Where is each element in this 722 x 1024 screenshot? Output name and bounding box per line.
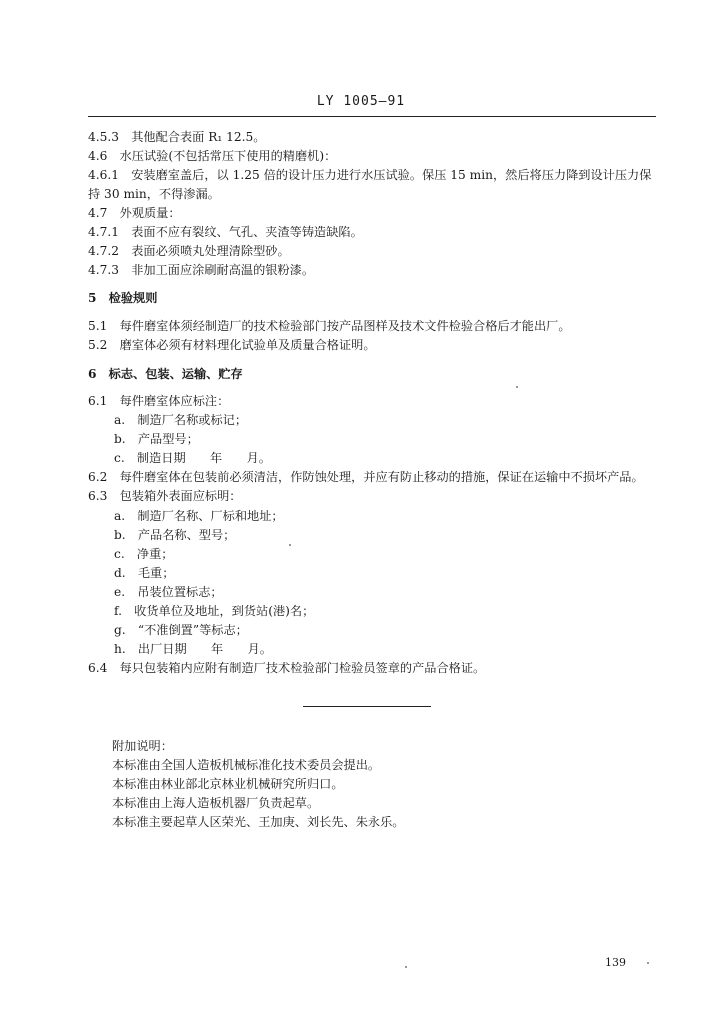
clause-4-6-1-continued xyxy=(88,186,220,202)
list-item-6-1-a xyxy=(114,412,247,428)
clause-text: 其他配合表面 R₁ 12.5。 xyxy=(131,130,266,144)
clause-text: 每件磨室体须经制造厂的技术检验部门按产品图样及技术文件检验合格后才能出厂。 xyxy=(119,319,571,333)
clause-5-2 xyxy=(88,337,376,353)
list-item-6-3-d xyxy=(114,565,174,581)
list-item-6-3-h xyxy=(114,641,272,657)
clause-6-1 xyxy=(88,393,229,409)
clause-number: 4.5.3 xyxy=(88,130,120,144)
clause-number: 5.1 xyxy=(88,319,108,333)
clause-4-7 xyxy=(88,205,181,221)
note-item: 本标准主要起草人区荣光、王加庚、刘长先、朱永乐。 xyxy=(112,815,405,829)
clause-text: 外观质量： xyxy=(119,206,181,220)
list-item-6-3-a xyxy=(114,508,284,524)
clause-number: 4.7.2 xyxy=(88,244,120,258)
clause-4-7-3 xyxy=(88,262,314,278)
note-item: 本标准由全国人造板机械标准化技术委员会提出。 xyxy=(112,758,381,772)
section-number: 5 xyxy=(88,291,97,305)
clause-number: 4.7.3 xyxy=(88,263,120,277)
list-marker: b. xyxy=(114,432,126,446)
list-text: 毛重； xyxy=(137,566,175,580)
clause-4-5-3 xyxy=(88,129,265,145)
list-text: 出厂日期 年 月。 xyxy=(137,642,272,656)
clause-4-6 xyxy=(88,148,336,164)
list-text: “不准倒置”等标志； xyxy=(137,623,248,637)
note-item: 本标准由林业部北京林业机械研究所归口。 xyxy=(112,777,344,791)
list-text: 制造厂名称或标记； xyxy=(137,413,248,427)
clause-number: 4.7.1 xyxy=(88,225,120,239)
list-item-6-1-c xyxy=(114,450,271,466)
section-number: 6 xyxy=(88,367,97,381)
list-marker: b. xyxy=(114,528,126,542)
list-marker: d. xyxy=(114,566,126,580)
standard-code-header: LY 1005—91 xyxy=(316,94,406,109)
scan-speck xyxy=(647,962,649,964)
list-marker: c. xyxy=(114,547,125,561)
clause-text: 安装磨室盖后，以 1.25 倍的设计压力进行水压试验。保压 15 min，然后将压力降到设计压力保 xyxy=(131,168,652,182)
list-item-6-3-e xyxy=(114,584,223,600)
clause-text: 每件磨室体在包装前必须清洁，作防蚀处理，并应有防止移动的措施，保证在运输中不损坏产品。 xyxy=(119,470,644,484)
clause-6-3 xyxy=(88,488,241,504)
clause-number: 4.7 xyxy=(88,206,108,220)
header-rule xyxy=(88,116,656,117)
list-item-6-3-c xyxy=(114,546,173,562)
list-marker: f. xyxy=(114,604,122,618)
list-marker: g. xyxy=(114,623,126,637)
clause-number: 6.4 xyxy=(88,661,108,675)
clause-4-6-1 xyxy=(88,167,651,183)
section-title: 标志、包装、运输、贮存 xyxy=(108,367,243,381)
clause-number: 4.6 xyxy=(88,149,108,163)
clause-text: 磨室体必须有材料理化试验单及质量合格证明。 xyxy=(119,338,376,352)
list-marker: a. xyxy=(114,509,126,523)
section-5-heading xyxy=(88,290,157,306)
page-number: 139 xyxy=(605,956,626,969)
clause-6-4 xyxy=(88,660,485,676)
clause-4-7-1 xyxy=(88,224,363,240)
list-item-6-3-f xyxy=(114,603,314,619)
list-item-6-3-g xyxy=(114,622,248,638)
notes-title: 附加说明： xyxy=(112,739,173,753)
list-text: 制造厂名称、厂标和地址； xyxy=(137,509,284,523)
clause-number: 6.3 xyxy=(88,489,108,503)
clause-text: 水压试验(不包括常压下使用的精磨机)： xyxy=(119,149,337,163)
clause-5-1 xyxy=(88,318,571,334)
list-text: 吊装位置标志； xyxy=(137,585,223,599)
clause-number: 4.6.1 xyxy=(88,168,120,182)
list-text: 产品名称、型号； xyxy=(137,528,236,542)
list-item-6-1-b xyxy=(114,431,199,447)
clause-text: 非加工面应涂刷耐高温的银粉漆。 xyxy=(131,263,315,277)
clause-number: 6.1 xyxy=(88,394,108,408)
scan-speck xyxy=(405,966,407,968)
section-title: 检验规则 xyxy=(108,291,158,305)
list-item-6-3-b xyxy=(114,527,235,543)
clause-number: 5.2 xyxy=(88,338,108,352)
scan-speck xyxy=(289,544,291,546)
separator-rule xyxy=(303,706,431,707)
clause-text: 每件磨室体应标注： xyxy=(119,394,230,408)
list-text: 净重； xyxy=(136,547,174,561)
clause-4-7-2 xyxy=(88,243,290,259)
list-text: 产品型号； xyxy=(137,432,199,446)
scan-speck xyxy=(516,386,518,388)
list-marker: a. xyxy=(114,413,126,427)
clause-text: 每只包装箱内应附有制造厂技术检验部门检验员签章的产品合格证。 xyxy=(119,661,486,675)
list-marker: h. xyxy=(114,642,126,656)
clause-text: 表面不应有裂纹、气孔、夹渣等铸造缺陷。 xyxy=(131,225,363,239)
clause-text: 持 30 min，不得渗漏。 xyxy=(88,187,220,201)
list-marker: c. xyxy=(114,451,125,465)
clause-number: 6.2 xyxy=(88,470,108,484)
section-6-heading xyxy=(88,366,243,382)
clause-text: 包装箱外表面应标明： xyxy=(119,489,242,503)
list-marker: e. xyxy=(114,585,126,599)
list-text: 制造日期 年 月。 xyxy=(136,451,271,465)
clause-6-2 xyxy=(88,469,644,485)
note-item: 本标准由上海人造板机器厂负责起草。 xyxy=(112,796,320,810)
list-text: 收货单位及地址，到货站(港)名； xyxy=(134,604,315,618)
clause-text: 表面必须喷丸处理清除型砂。 xyxy=(131,244,290,258)
